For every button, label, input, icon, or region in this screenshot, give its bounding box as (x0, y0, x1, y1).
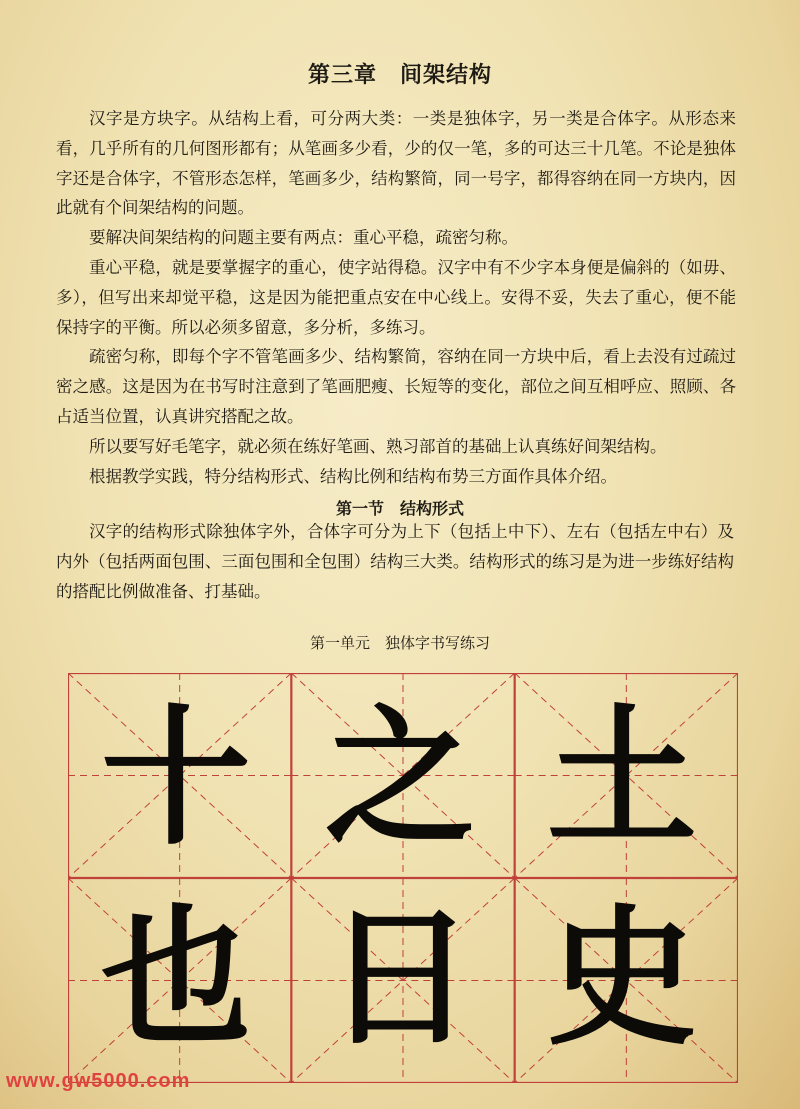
practice-char: 史 (546, 890, 697, 1066)
watermark: www.gw5000.com (6, 1070, 191, 1092)
paragraph: 汉字的结构形式除独体字外，合体字可分为上下（包括上中下）、左右（包括左中右）及内外（包括两面包围、三面包围和全包围）结构三大类。结构形式的练习是为进一步练好结构的搭配比例做准备、打基础。 (56, 522, 734, 601)
practice-char: 土 (546, 690, 697, 866)
section-heading: 第一节 结构形式 (335, 499, 464, 518)
paragraph: 所以要写好毛笔字，就必须在练好笔画、熟习部首的基础上认真练好间架结构。 (89, 436, 667, 456)
unit-heading: 第一单元 独体字书写练习 (309, 634, 490, 652)
chapter-title: 第三章 间架结构 (307, 63, 492, 88)
practice-char: 之 (324, 690, 475, 866)
paragraph: 要解决间架结构的问题主要有两点：重心平稳，疏密匀称。 (89, 228, 518, 248)
practice-char: 十 (100, 690, 251, 866)
practice-grid (68, 673, 738, 1083)
paragraph: 汉字是方块字。从结构上看，可分两大类：一类是独体字，另一类是合体字。从形态来看，几乎所有的几何图形都有；从笔画多少看，少的仅一笔，多的可达三十几笔。不论是独体字还是合体字，不管形态怎样，笔画多少，结构繁简，同一号字，都得容纳在同一方块内，因此就有个间架结构的问题。 (56, 109, 736, 218)
paragraph: 疏密匀称，即每个字不管笔画多少、结构繁简，容纳在同一方块中后，看上去没有过疏过密之感。这是因为在书写时注意到了笔画肥瘦、长短等的变化，部位之间互相呼应、照顾、各占适当位置，认真讲究搭配之故。 (56, 347, 736, 426)
paragraph: 重心平稳，就是要掌握字的重心，使字站得稳。汉字中有不少字本身便是偏斜的（如毋、多），但写出来却觉平稳，这是因为能把重点安在中心线上。安得不妥，失去了重心，便不能保持字的平衡。所以必须多留意，多分析，多练习。 (56, 257, 736, 337)
section-body (56, 517, 734, 606)
practice-char: 也 (100, 890, 251, 1066)
paragraph: 根据教学实践，特分结构形式、结构比例和结构布势三方面作具体介绍。 (89, 466, 617, 486)
practice-char: 日 (324, 890, 475, 1066)
chapter-intro (56, 104, 736, 491)
